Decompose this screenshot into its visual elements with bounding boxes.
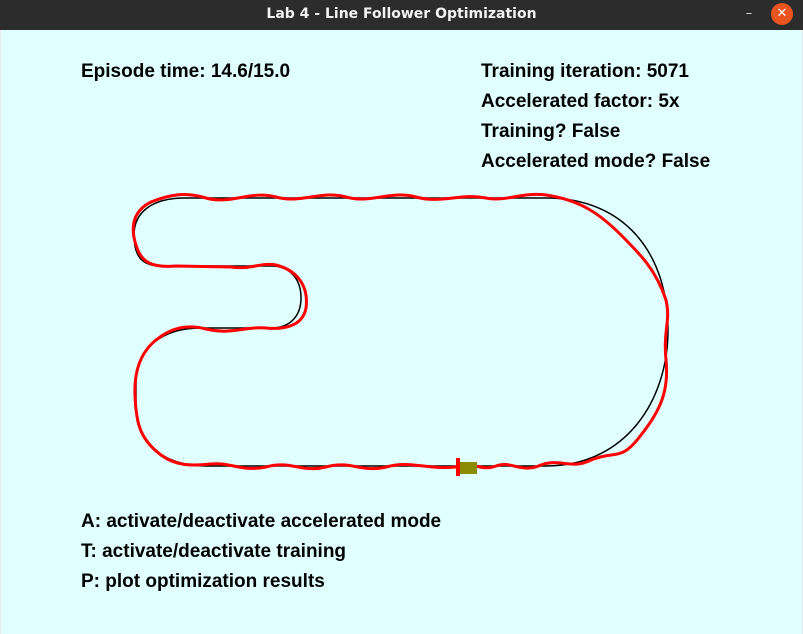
minimize-button[interactable] [738, 3, 760, 25]
episode-time-text: Episode time: 14.6/15.0 [81, 61, 291, 82]
accelerated-factor-text: Accelerated factor: 5x [481, 91, 680, 112]
help-plot-text: P: plot optimization results [81, 571, 325, 592]
close-icon: ✕ [776, 6, 788, 21]
robot-path [133, 194, 667, 468]
title-bar[interactable] [0, 0, 803, 30]
help-accelerated-text: A: activate/deactivate accelerated mode [81, 511, 442, 532]
help-training-text: T: activate/deactivate training [81, 541, 347, 562]
robot [460, 462, 477, 474]
training-status-text: Training? False [481, 121, 621, 142]
game-canvas[interactable] [1, 30, 802, 634]
training-iteration-text: Training iteration: 5071 [481, 61, 689, 82]
accelerated-mode-text: Accelerated mode? False [481, 151, 711, 172]
track-line [134, 198, 668, 466]
close-button[interactable] [771, 3, 793, 25]
start-marker [456, 458, 460, 476]
window-title: Lab 4 - Line Follower Optimization [266, 6, 537, 22]
minimize-icon: – [745, 6, 753, 21]
